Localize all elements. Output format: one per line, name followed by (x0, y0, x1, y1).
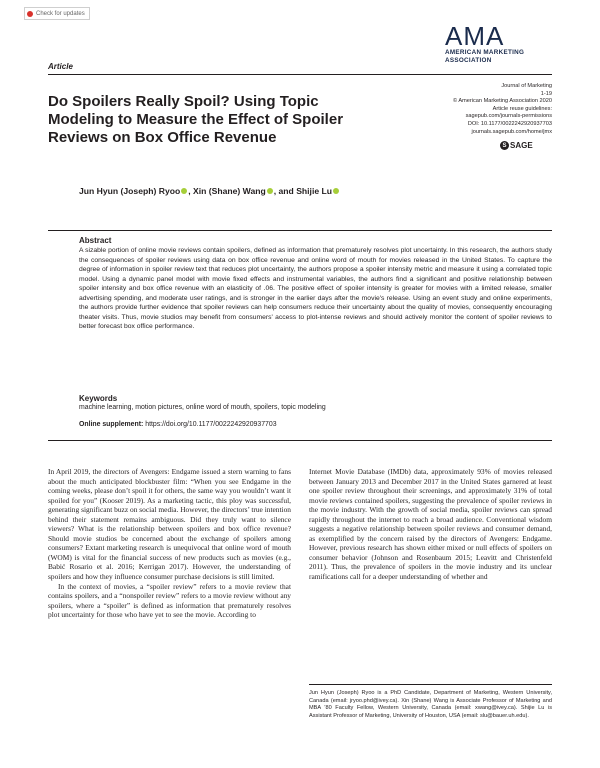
orcid-icon[interactable] (333, 188, 339, 194)
check-for-updates-badge[interactable] (24, 7, 90, 20)
journal-home-link[interactable]: journals.sagepub.com/home/jmx (471, 128, 552, 135)
author-2: , Xin (Shane) Wang (188, 186, 266, 196)
ama-logo-line2: ASSOCIATION (445, 57, 492, 64)
keywords-heading: Keywords (79, 394, 118, 403)
sage-label: SAGE (510, 141, 533, 150)
reuse-guidelines-label: Article reuse guidelines: (492, 105, 552, 112)
copyright: © American Marketing Association 2020 (453, 98, 552, 105)
body-column-left (48, 467, 291, 620)
journal-name: Journal of Marketing (501, 83, 552, 89)
body-paragraph: Internet Movie Database (IMDb) data, approximately 93% of movies released between January 2013 and December 2017 in the United States garnered at least one spoiler review throughout their screenings, and approximately 31% of total movie reviews contained spoilers, suggesting the prevalence of spoiler reviews in the movie industry. With the growth of social media, spoiler reviews can spread rapidly throughout the internet to reach a broad audience. Conventional wisdom suggests a negative relationship between spoiler reviews and consumer demand, as exemplified by the concern raised by the directors of Avengers: Endgame. However, previous research has shown either mixed or null effects of spoilers on consumer behavior (Johnson and Rosenbaum 2015; Leavitt and Christenfeld 2011). Thus, the prevalence of spoilers in the movie industry and its unclear ramifications call for a deeper understanding of whether and (309, 467, 552, 582)
keywords-text: machine learning, motion pictures, online word of mouth, spoilers, topic modeling (79, 404, 326, 411)
doi[interactable]: DOI: 10.1177/0022242920937703 (467, 120, 552, 127)
footnote-divider (309, 684, 552, 685)
author-1: Jun Hyun (Joseph) Ryoo (79, 186, 181, 196)
article-type-label: Article (48, 62, 73, 71)
author-list (79, 186, 340, 196)
check-for-updates-label: Check for updates (36, 10, 85, 17)
orcid-icon[interactable] (267, 188, 273, 194)
paper-title: Do Spoilers Really Spoil? Using Topic Modeling to Measure the Effect of Spoiler Reviews on Box Office Revenue (48, 93, 344, 146)
update-icon (27, 11, 33, 17)
online-supplement (79, 421, 277, 428)
abstract-divider (48, 230, 552, 231)
orcid-icon[interactable] (181, 188, 187, 194)
journal-info (400, 83, 552, 136)
body-paragraph: In the context of movies, a “spoiler review” refers to a movie review that contains spoilers, and a “nonspoiler review” refers to a movie review without any spoilers, where a “spoiler” is defined as information that prematurely resolves plot uncertainty for those who have yet to see the movie. According to (48, 581, 291, 620)
author-footnote: Jun Hyun (Joseph) Ryoo is a PhD Candidate, Department of Marketing, Western University, Canada (email: jryoo.phd@ivey.ca). Xin (Shane) Wang is Associate Professor of Marketing and MBA '80 Faculty Fellow, Western University, Canada (email: xwang@ivey.ca). Shijie Lu is Assistant Professor of Marketing, University of Houston, USA (email: slu@bauer.uh.edu). (309, 690, 552, 719)
ama-logo (445, 23, 575, 65)
sage-icon: S (500, 141, 509, 150)
permissions-link[interactable]: sagepub.com/journals-permissions (465, 113, 552, 120)
author-3: , and Shijie Lu (273, 186, 333, 196)
online-supplement-link[interactable]: https://doi.org/10.1177/0022242920937703 (143, 421, 277, 428)
online-supplement-label: Online supplement: (79, 421, 144, 428)
body-column-right (309, 467, 552, 582)
sage-logo (500, 141, 533, 150)
ama-logo-mark: AMA (445, 21, 505, 51)
body-divider (48, 440, 552, 441)
abstract-text: A sizable portion of online movie reviews contain spoilers, defined as information that prematurely resolves plot uncertainty. In this research, the authors study the consequences of spoiler reviews using data on box office revenue and online word of mouth for movies released in the United States. To capture the degree of information in spoiler review text that reduces plot uncertainty, the authors propose a spoiler intensity metric and measure it using a correlated topic model. Using a dynamic panel model with movie fixed effects and instrumental variables, the authors find a significant and positive relationship between spoiler intensity and box office revenue with an elasticity of .06. The positive effect of spoiler intensity is greater for movies with a limited release, smaller advertising spending, and moderate user ratings, and is stronger in the earlier days after the movie's release. Using an event study and online experiments, the authors provide further evidence that spoiler reviews can help consumers reduce their uncertainty about the quality of movies, consequently encouraging theater visits. Thus, movie studios may benefit from consumers' access to plot-intense reviews and should actively monitor the content of spoiler reviews to better forecast box office performance. (79, 247, 552, 330)
page-range: 1-19 (540, 90, 552, 97)
header-divider (48, 74, 552, 75)
abstract-heading: Abstract (79, 236, 112, 245)
ama-logo-line1: AMERICAN MARKETING (445, 49, 525, 56)
body-paragraph: In April 2019, the directors of Avengers: Endgame issued a stern warning to fans about the much anticipated blockbuster film: “When you see Endgame in the coming weeks, please don’t spoil it for others, the same way you wouldn’t want it spoiled for you” (Kooser 2019). As a marketing tactic, this ploy was successful, generating significant buzz on social media. However, the directors’ true intention behind their statement remains ambiguous. Did they truly want to silence viewers? What is the relationship between spoilers and box office revenue? Should movie studios be concerned about the exchange of spoilers among consumers? Extant marketing research is unequivocal that online word of mouth (WOM) is vital for the financial success of new products such as movies (e.g., Babić Rosario et al. 2016; Kerrigan 2017). However, the understanding of spoilers and how they influence consumer purchase decisions is still limited. (48, 467, 291, 582)
